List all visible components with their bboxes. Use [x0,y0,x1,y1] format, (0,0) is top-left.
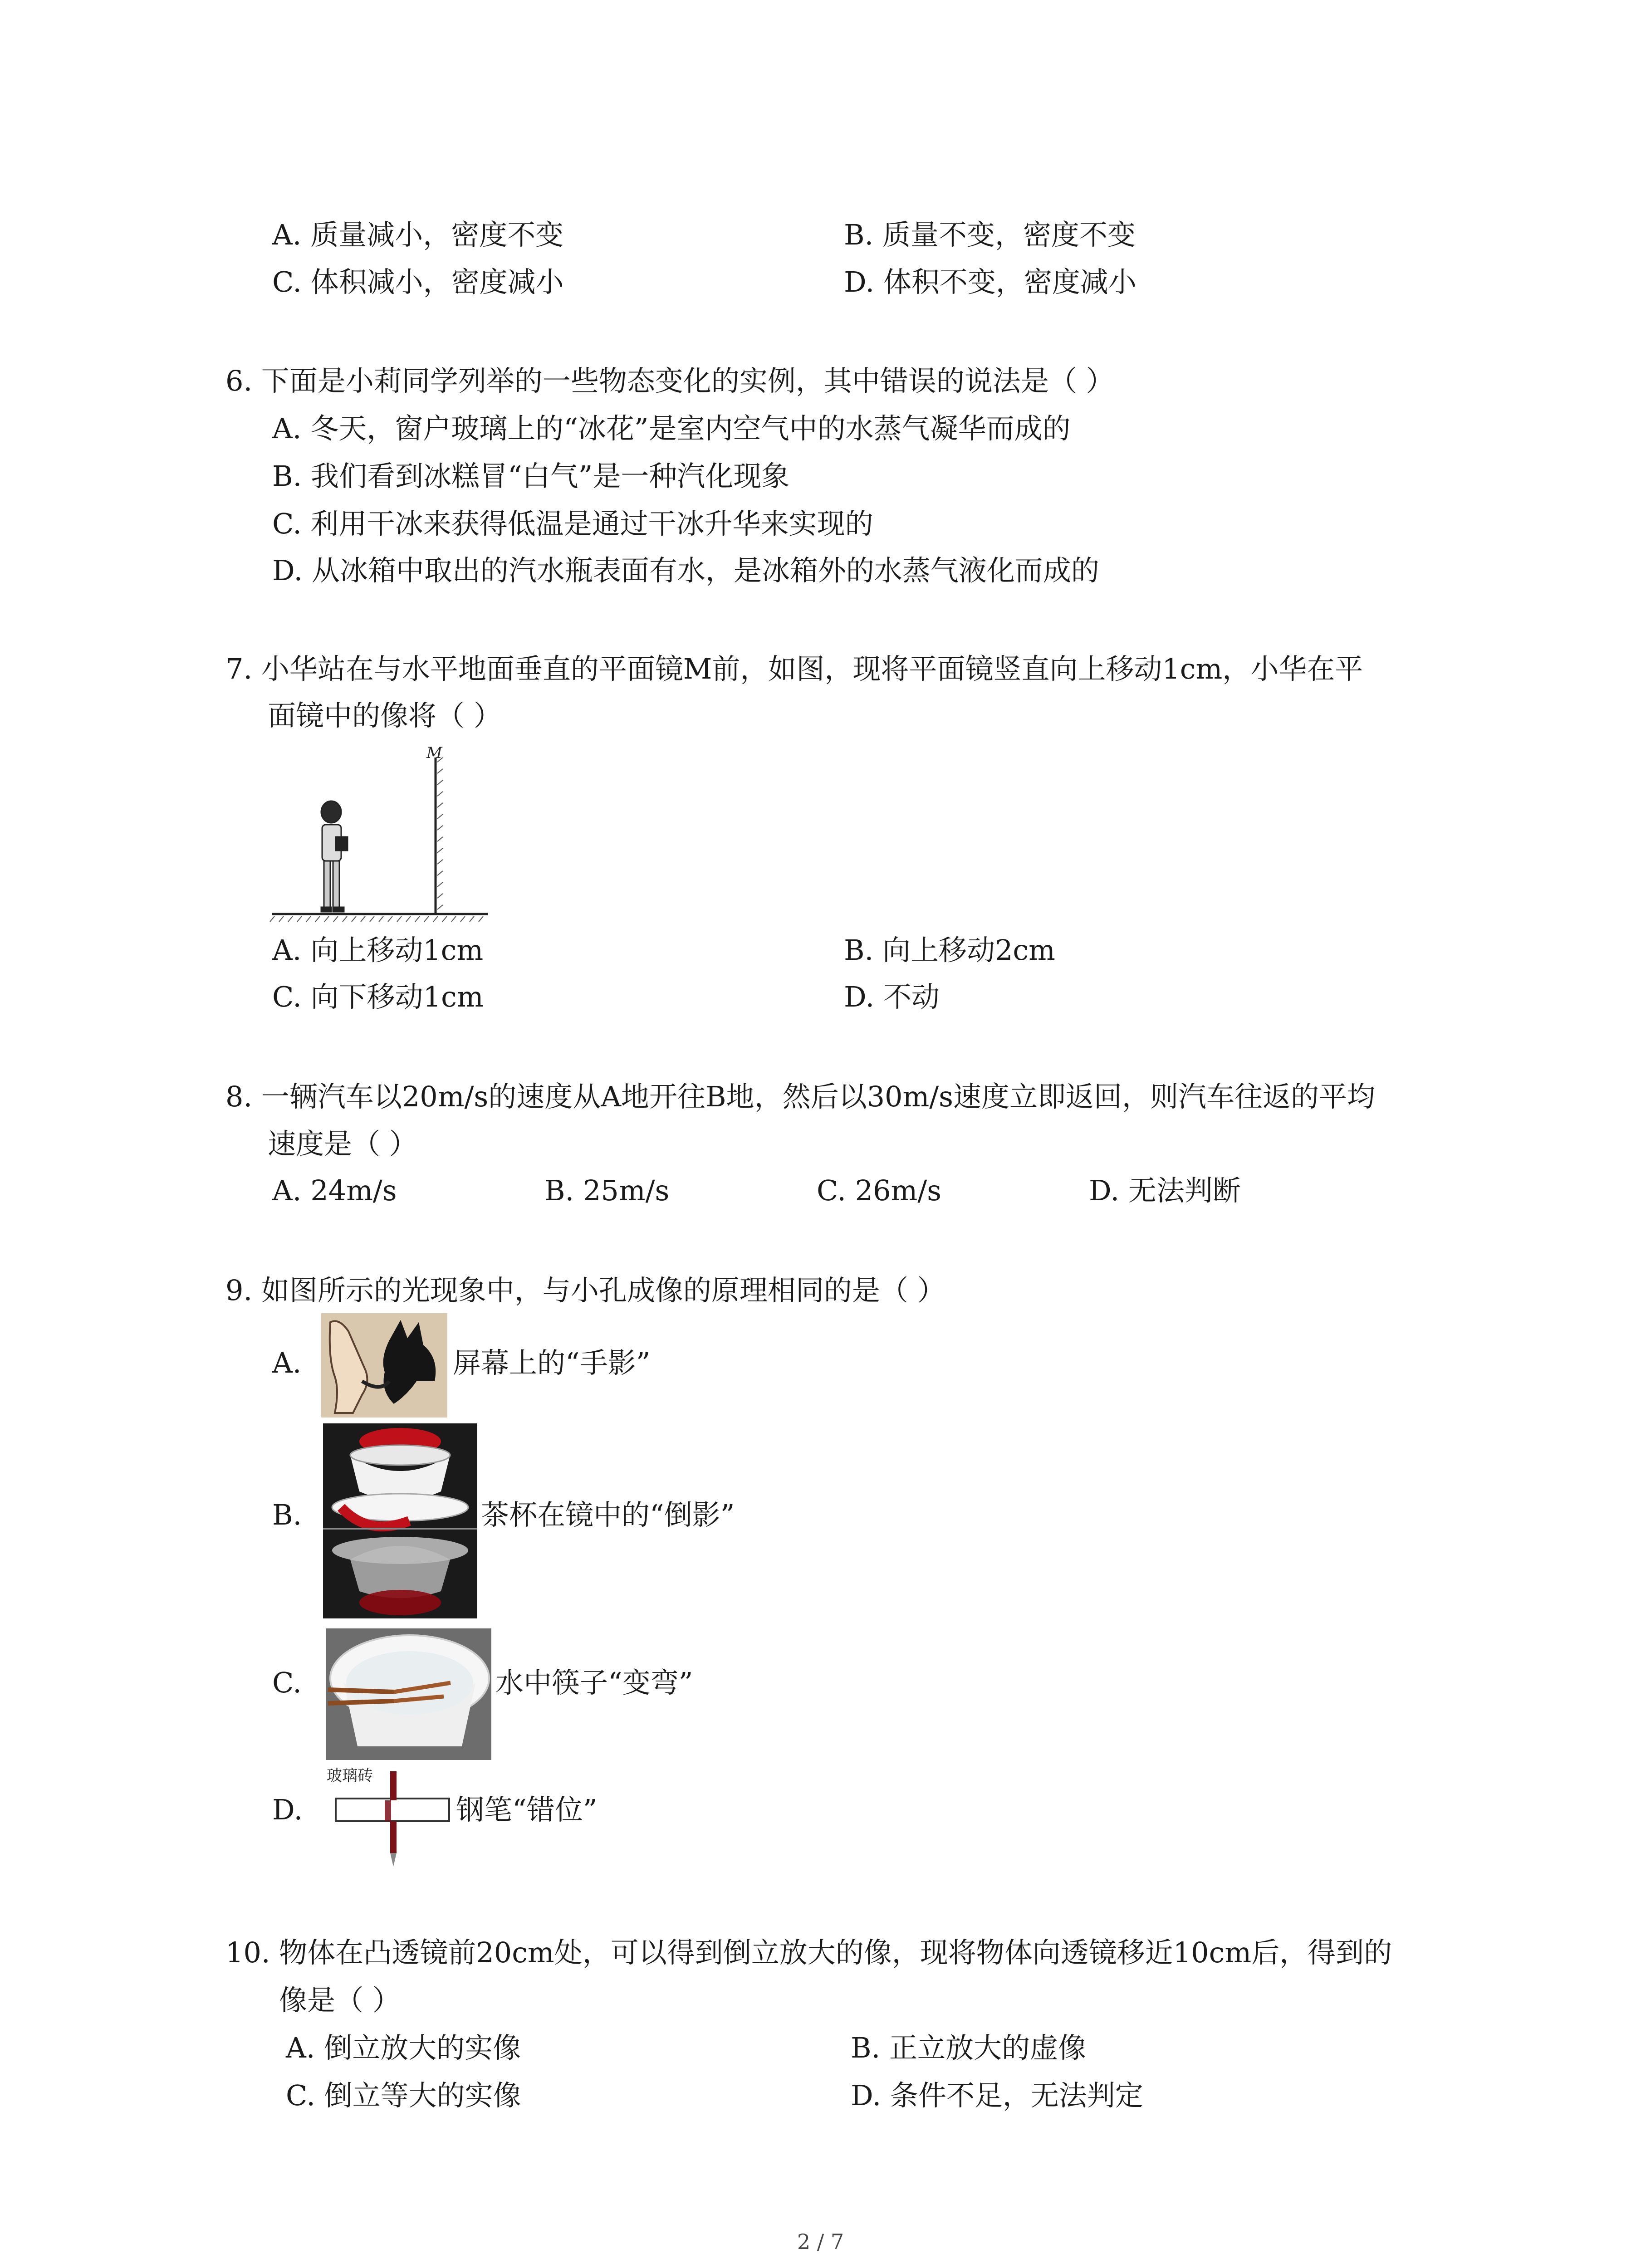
q7-option-a: A. 向上移动1cm [272,934,484,967]
q8-stem-line2: 速度是（ ） [268,1127,417,1160]
bent-chopsticks-image [326,1628,491,1760]
q9-option-c-text: 水中筷子“变弯” [495,1666,693,1699]
q6-option-a: A. 冬天，窗户玻璃上的“冰花”是室内空气中的水蒸气凝华而成的 [272,412,1071,445]
q8-option-c: C. 26m/s [817,1174,942,1207]
mirror-label: M [426,744,442,762]
teacup-reflection-image [323,1423,477,1618]
q7-option-c: C. 向下移动1cm [272,980,484,1013]
q10-stem-line1: 10. 物体在凸透镜前20cm处，可以得到倒立放大的像，现将物体向透镜移近10cm后，得到的 [225,1936,1392,1969]
q10-stem-line2: 像是（ ） [279,1984,401,2017]
q9-option-d-letter: D. [272,1793,303,1826]
q7-option-b: B. 向上移动2cm [844,934,1055,967]
q7-figure-person-mirror [268,744,495,925]
hand-shadow-image [321,1313,447,1418]
q7-stem-line2: 面镜中的像将（ ） [268,699,502,732]
glass-brick-label: 玻璃砖 [327,1767,373,1785]
q5-option-c: C. 体积减小，密度减小 [272,265,564,298]
q10-option-b: B. 正立放大的虚像 [851,2031,1086,2064]
q9-option-b-text: 茶杯在镜中的“倒影” [481,1498,735,1531]
person-mirror-diagram [268,744,495,925]
q6-stem: 6. 下面是小莉同学列举的一些物态变化的实例，其中错误的说法是（ ） [225,364,1114,397]
q10-option-c: C. 倒立等大的实像 [286,2079,521,2112]
q8-option-a: A. 24m/s [272,1174,397,1207]
q9-option-a-letter: A. [272,1346,302,1379]
q8-stem-line1: 8. 一辆汽车以20m/s的速度从A地开往B地，然后以30m/s速度立即返回，则汽车往返的平均 [225,1080,1375,1113]
q9-option-b-letter: B. [272,1498,302,1531]
q9-option-a-text: 屏幕上的“手影” [453,1346,651,1379]
q9-option-c-letter: C. [272,1666,302,1699]
q9-stem: 9. 如图所示的光现象中，与小孔成像的原理相同的是（ ） [225,1274,945,1307]
q7-option-d: D. 不动 [844,980,940,1013]
page-number: 2 / 7 [797,2229,844,2254]
q10-option-d: D. 条件不足，无法判定 [851,2079,1143,2112]
pen-glass-brick-image [327,1762,454,1871]
q6-option-d: D. 从冰箱中取出的汽水瓶表面有水，是冰箱外的水蒸气液化而成的 [272,554,1099,587]
q8-option-b: B. 25m/s [544,1174,670,1207]
q8-option-d: D. 无法判断 [1089,1174,1241,1207]
q5-option-b: B. 质量不变，密度不变 [844,218,1136,251]
q10-option-a: A. 倒立放大的实像 [286,2031,521,2064]
q6-option-c: C. 利用干冰来获得低温是通过干冰升华来实现的 [272,507,873,540]
q9-option-d-text: 钢笔“错位” [456,1793,598,1826]
q7-stem-line1: 7. 小华站在与水平地面垂直的平面镜M前，如图，现将平面镜竖直向上移动1cm，小华在平 [225,652,1363,685]
q5-option-d: D. 体积不变，密度减小 [844,265,1136,298]
q5-option-a: A. 质量减小，密度不变 [272,218,564,251]
q6-option-b: B. 我们看到冰糕冒“白气”是一种汽化现象 [272,459,790,493]
